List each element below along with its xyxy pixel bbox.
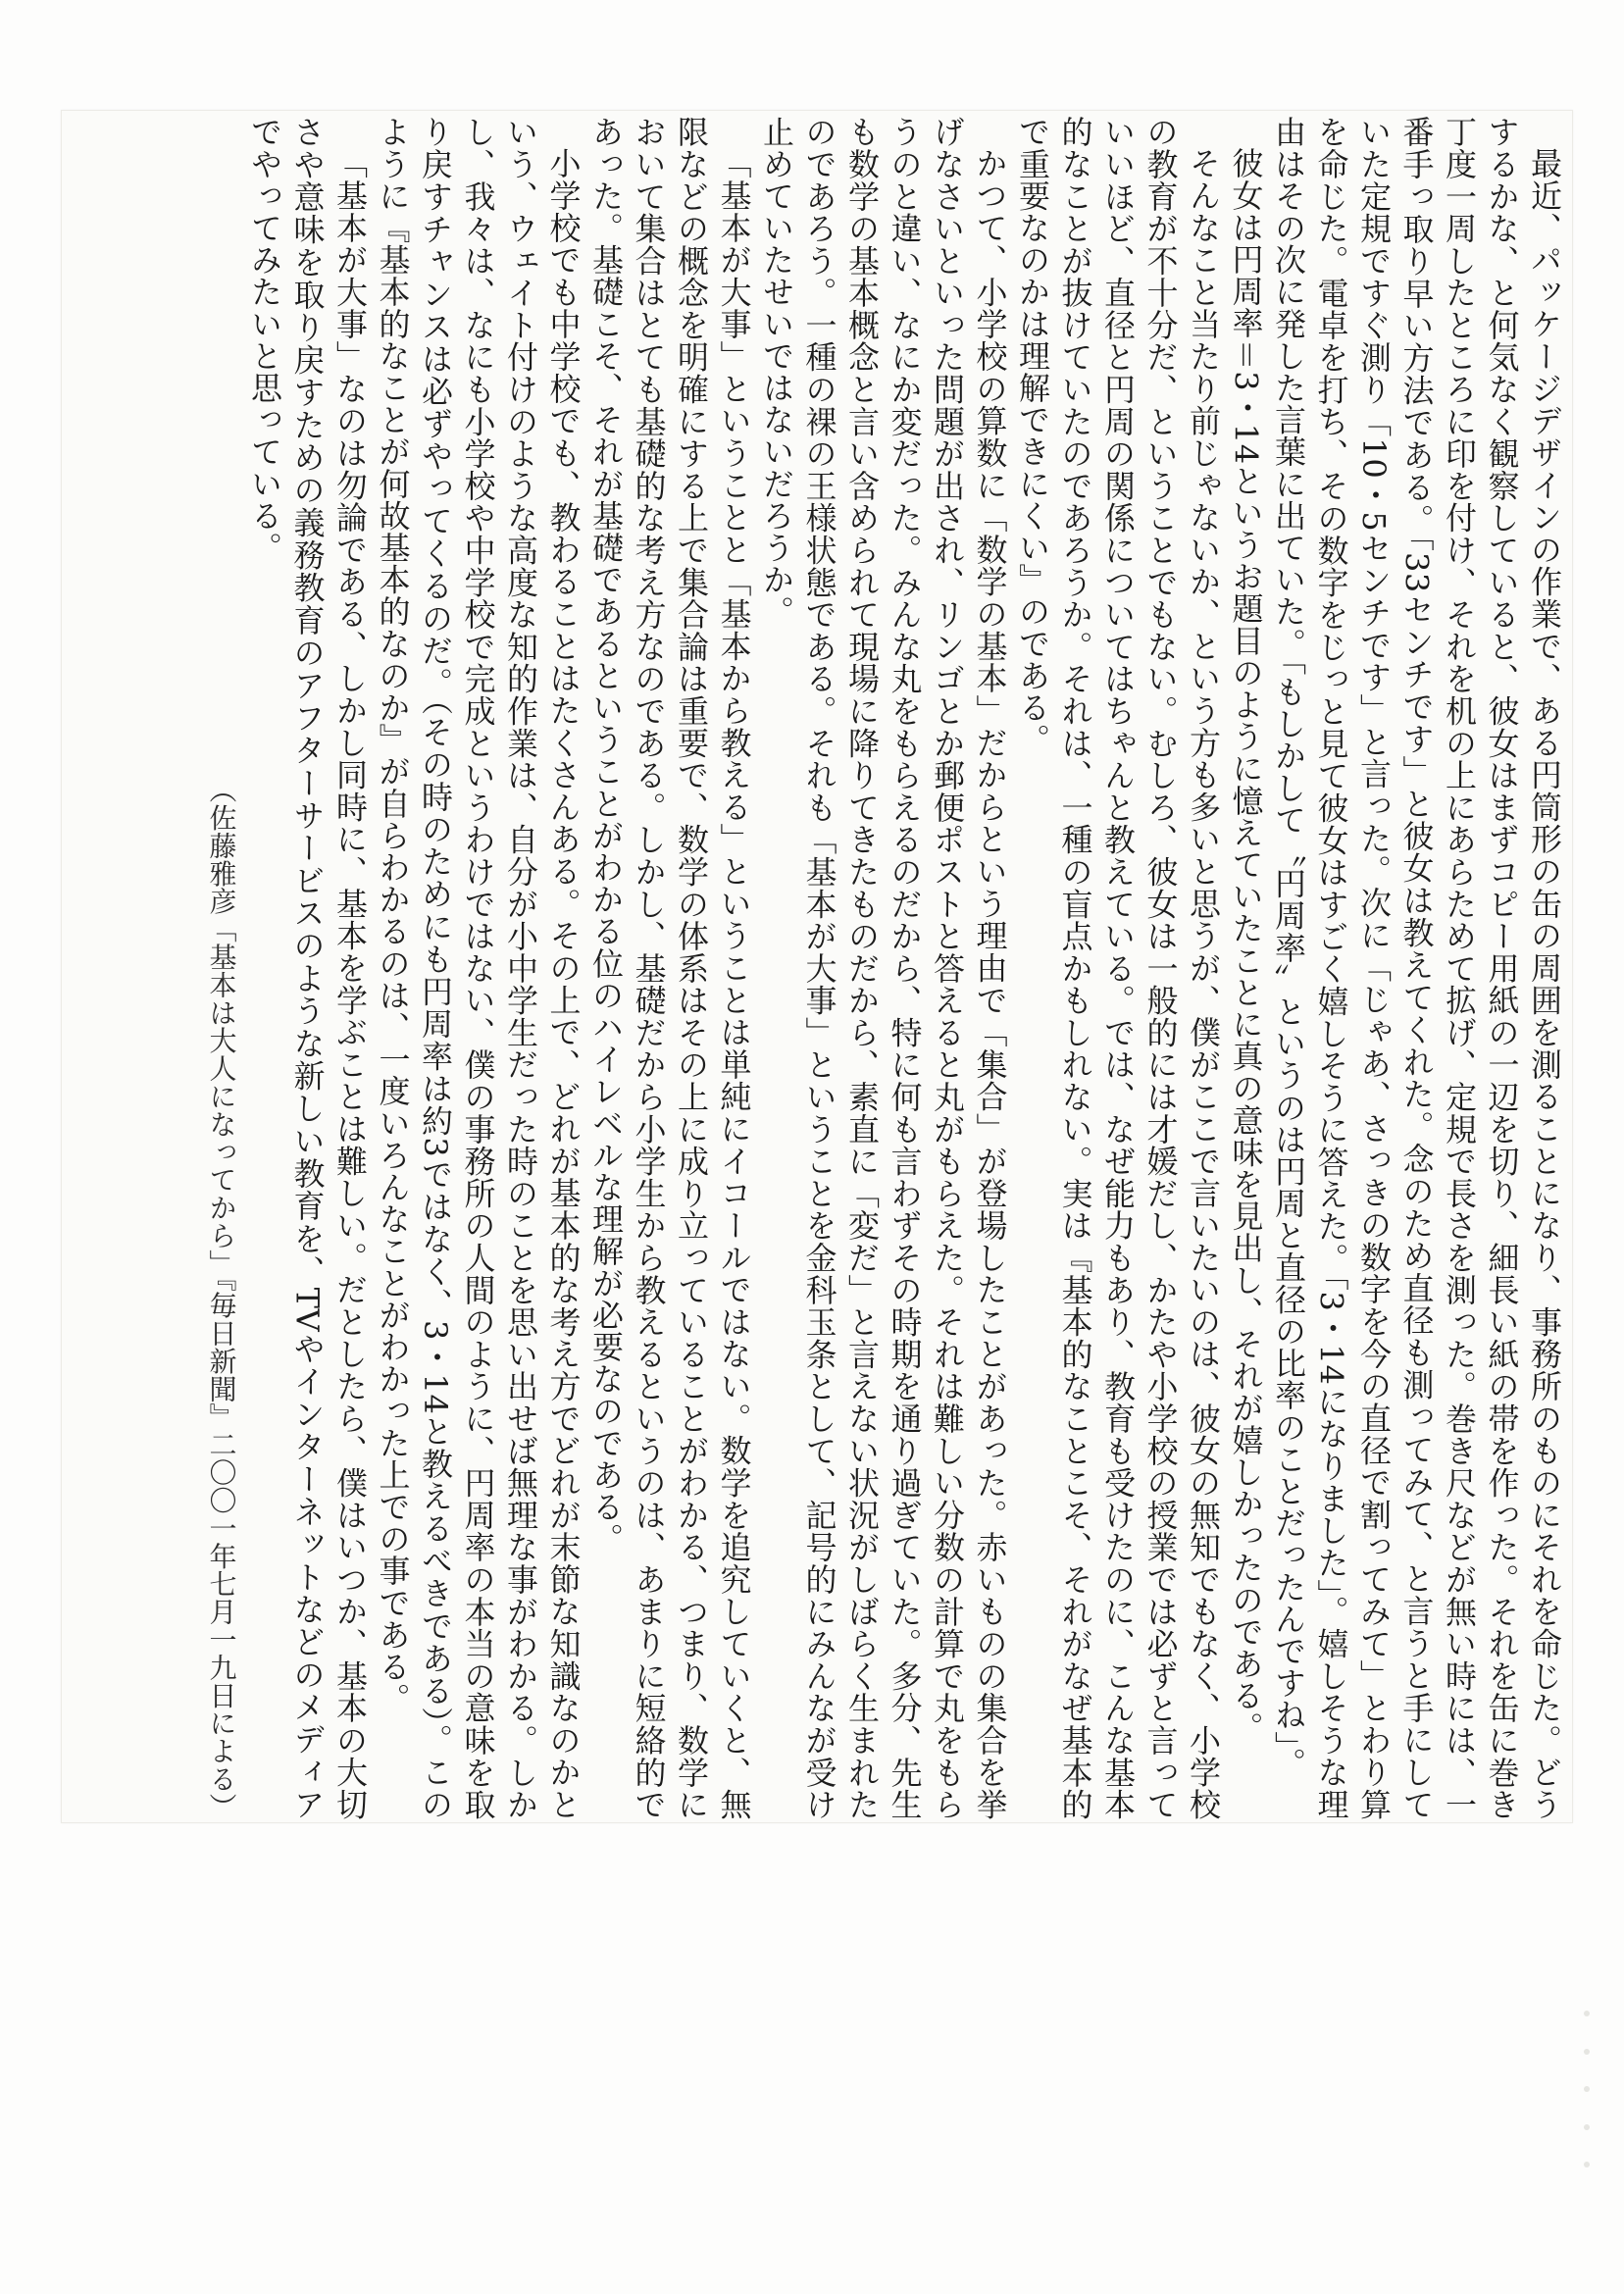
paragraph-1: 最近、パッケージデザインの作業で、ある円筒形の缶の周囲を測ることになり、事務所のものにそれを命じた。どうするかな、と何気なく観察していると、彼女はまずコピー用紙の一辺を切り、細長い紙の帯を作った。それを缶に巻き丁度一周したところに印を付け、それを机の上にあらためて拡げ、定規で長さを測った。巻き尺などが無い時には、一番手っ取り早い方法である。「33センチです」と彼女は教えてくれた。念のため直径も測ってみて、と言うと手にしていた定規ですぐ測り「10・5センチです」と言った。次に「じゃあ、さっきの数字を今の直径で割ってみて」とわり算を命じた。電卓を打ち、その数字をじっと見て彼女はすごく嬉しそうに答えた。「3・14になりました」。嬉しそうな理由はその次に発した言葉に出ていた。「もしかして〝円周率〟というのは円周と直径の比率のことだったんですね」。	[1270, 116, 1563, 1820]
paragraph-3: そんなこと当たり前じゃないか、という方も多いと思うが、僕がここで言いたいのは、彼女の無知でもなく、小学校の教育が不十分だ、ということでもない。むしろ、彼女は一般的には才媛だし、かたや小学校の授業では必ずと言っていいほど、直径と円周の関係についてはちゃんと教えている。では、なぜ能力もあり、教育も受けたのに、こんな基本的なことが抜けていたのであろうか。それは、一種の盲点かもしれない。実は『基本的なことこそ、それがなぜ基本的で重要なのかは理解できにくい』のである。	[1014, 116, 1222, 1820]
paragraph-7: 「基本が大事」なのは勿論である、しかし同時に、基本を学ぶことは難しい。だとしたら、僕はいつか、基本の大切さや意味を取り戻すための義務教育のアフターサービスのような新しい教育を、TVやインターネットなどのメディアでやってみたいと思っている。	[246, 116, 369, 1820]
binder-dot	[1584, 2162, 1590, 2167]
binder-dot	[1584, 2011, 1590, 2016]
binder-dot	[1584, 2086, 1590, 2092]
article-body	[96, 116, 1565, 1820]
paragraph-5: 「基本が大事」ということと「基本から教える」ということは単純にイコールではない。数学を追究していくと、無限などの概念を明確にする上で集合論は重要で、数学の体系はその上に成り立っていることがわかる、つまり、数学において集合はとても基礎的な考え方なのである。しかし、基礎だから小学生から教えるというのは、あまりに短絡的であった。基礎こそ、それが基礎であるということがわかる位のハイレベルな理解が必要なのである。	[587, 116, 753, 1820]
binder-dot	[1584, 2049, 1590, 2055]
binder-hole-marks	[1573, 2011, 1600, 2167]
paragraph-6: 小学校でも中学校でも、教わることはたくさんある。その上で、どれが基本的な考え方でどれが末節な知識なのかという、ウェイト付けのような高度な知的作業は、自分が小中学生だった時のことを思い出せば無理な事がわかる。しかし、我々は、なにも小学校や中学校で完成というわけではない、僕の事務所の人間のように、円周率の本当の意味を取り戻すチャンスは必ずやってくるのだ。（その時のためにも円周率は約3ではなく、3・14と教えるべきである）。このように『基本的なことが何故基本的なのか』が自らわかるのは、一度いろんなことがわかった上での事である。	[374, 116, 583, 1820]
binder-dot	[1584, 2124, 1590, 2130]
source-credit: （佐藤雅彦「基本は大人になってから」『毎日新聞』二〇〇一年七月一九日による）	[205, 775, 238, 1820]
paragraph-2: 彼女は円周率＝3・14というお題目のように憶えていたことに真の意味を見出し、それが嬉しかったのである。	[1227, 147, 1265, 1744]
paragraph-4: かつて、小学校の算数に「数学の基本」だからという理由で「集合」が登場したことがあった。赤いものの集合を挙げなさいといった問題が出され、リンゴとか郵便ポストと答えると丸がもらえた。それは難しい分数の計算で丸をもらうのと違い、なにか変だった。みんな丸をもらえるのだから、特に何も言わずその時期を通り過ぎていた。多分、先生も数学の基本概念と言い含められて現場に降りてきたものだから、素直に「変だ」と言えない状況がしばらく生まれたのであろう。一種の裸の王様状態である。それも「基本が大事」ということを金科玉条として、記号的にみんなが受け止めていたせいではないだろうか。	[758, 116, 1009, 1820]
